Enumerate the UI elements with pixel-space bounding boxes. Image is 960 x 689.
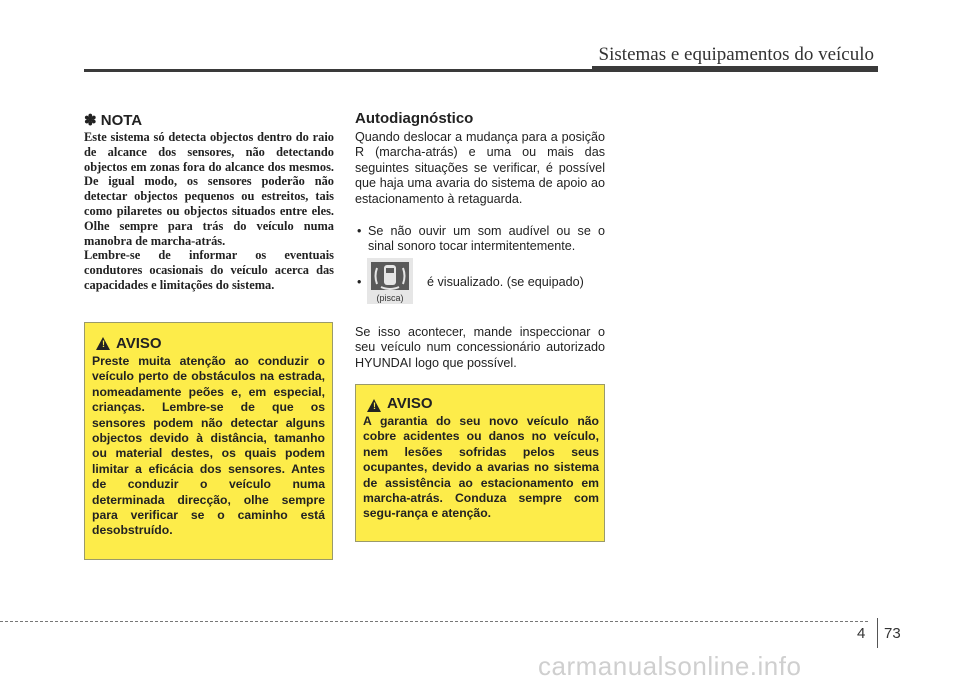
header-title: Sistemas e equipamentos do veículo bbox=[598, 44, 874, 65]
warning-triangle-icon: ! bbox=[367, 399, 381, 412]
warning-body: A garantia do seu novo veículo não cobre acidentes ou danos no veículo, nem lesões sofridas pelos seus ocupantes, devido a avarias no sistema de assistência ao estacionamento em marcha-atrás. Conduza sempre com segu-rança e atenção. bbox=[363, 414, 599, 521]
parking-assist-warning-icon bbox=[367, 258, 413, 304]
bullet-2-text: é visualizado. (se equipado) bbox=[427, 275, 584, 289]
warning-title: AVISO bbox=[387, 395, 433, 412]
chapter-number: 4 bbox=[857, 625, 866, 642]
page-number: 73 bbox=[884, 625, 901, 642]
footer-rule bbox=[0, 621, 868, 623]
bullet-1-text: Se não ouvir um som audível ou se o sinal sonoro tocar intermitentemente. bbox=[368, 224, 605, 254]
note-paragraph-1: Este sistema só detecta objectos dentro do raio de alcance dos sensores, não detectando objectos em zonas fora do alcance dos mesmos. De igual modo, os sensores poderão não detectar objectos pequenos ou estreitos, tais como pilaretes ou objectos situados entre eles. Olhe sempre para trás do veículo numa manobra de marcha-atrás. bbox=[84, 130, 334, 248]
icon-display bbox=[371, 262, 409, 290]
intro-text: Quando deslocar a mudança para a posição R (marcha-atrás) e uma ou mais das seguintes situações se verificar, é possível que haja uma avaria do sistema de apoio ao estacionamento à retaguarda. bbox=[355, 130, 605, 206]
watermark: carmanualsonline.info bbox=[538, 651, 802, 681]
section-title: Autodiagnóstico bbox=[355, 110, 474, 127]
warning-box-right bbox=[355, 384, 605, 542]
header-rule-accent bbox=[592, 66, 878, 72]
warning-box-left bbox=[84, 322, 333, 560]
outro-text: Se isso acontecer, mande inspeccionar o seu veículo num concessionário autorizado HYUNDAI logo que possível. bbox=[355, 325, 605, 370]
warning-body: Preste muita atenção ao conduzir o veículo perto de obstáculos na estrada, nomeadamente peões e, em especial, crianças. Lembre-se de que os sensores podem não detectar alguns objectos devido à distância, tamanho ou material destes, os quais podem limitar a eficácia dos sensores. Antes de conduzir o veículo numa determinada direcção, olhe sempre para verificar se o caminho está desobstruído. bbox=[92, 354, 325, 538]
note-text bbox=[84, 130, 334, 293]
warning-triangle-icon: ! bbox=[96, 337, 110, 350]
note-heading: ✽ NOTA bbox=[84, 112, 143, 129]
icon-caption: (pisca) bbox=[376, 293, 404, 303]
bullet-dot: • bbox=[357, 224, 362, 238]
footer-separator bbox=[877, 618, 878, 648]
note-paragraph-2: Lembre-se de informar os eventuais condutores ocasionais do veículo acerca das capacidades e limitações do sistema. bbox=[84, 248, 334, 292]
bullet-dot: • bbox=[357, 275, 362, 289]
warning-title: AVISO bbox=[116, 335, 162, 352]
